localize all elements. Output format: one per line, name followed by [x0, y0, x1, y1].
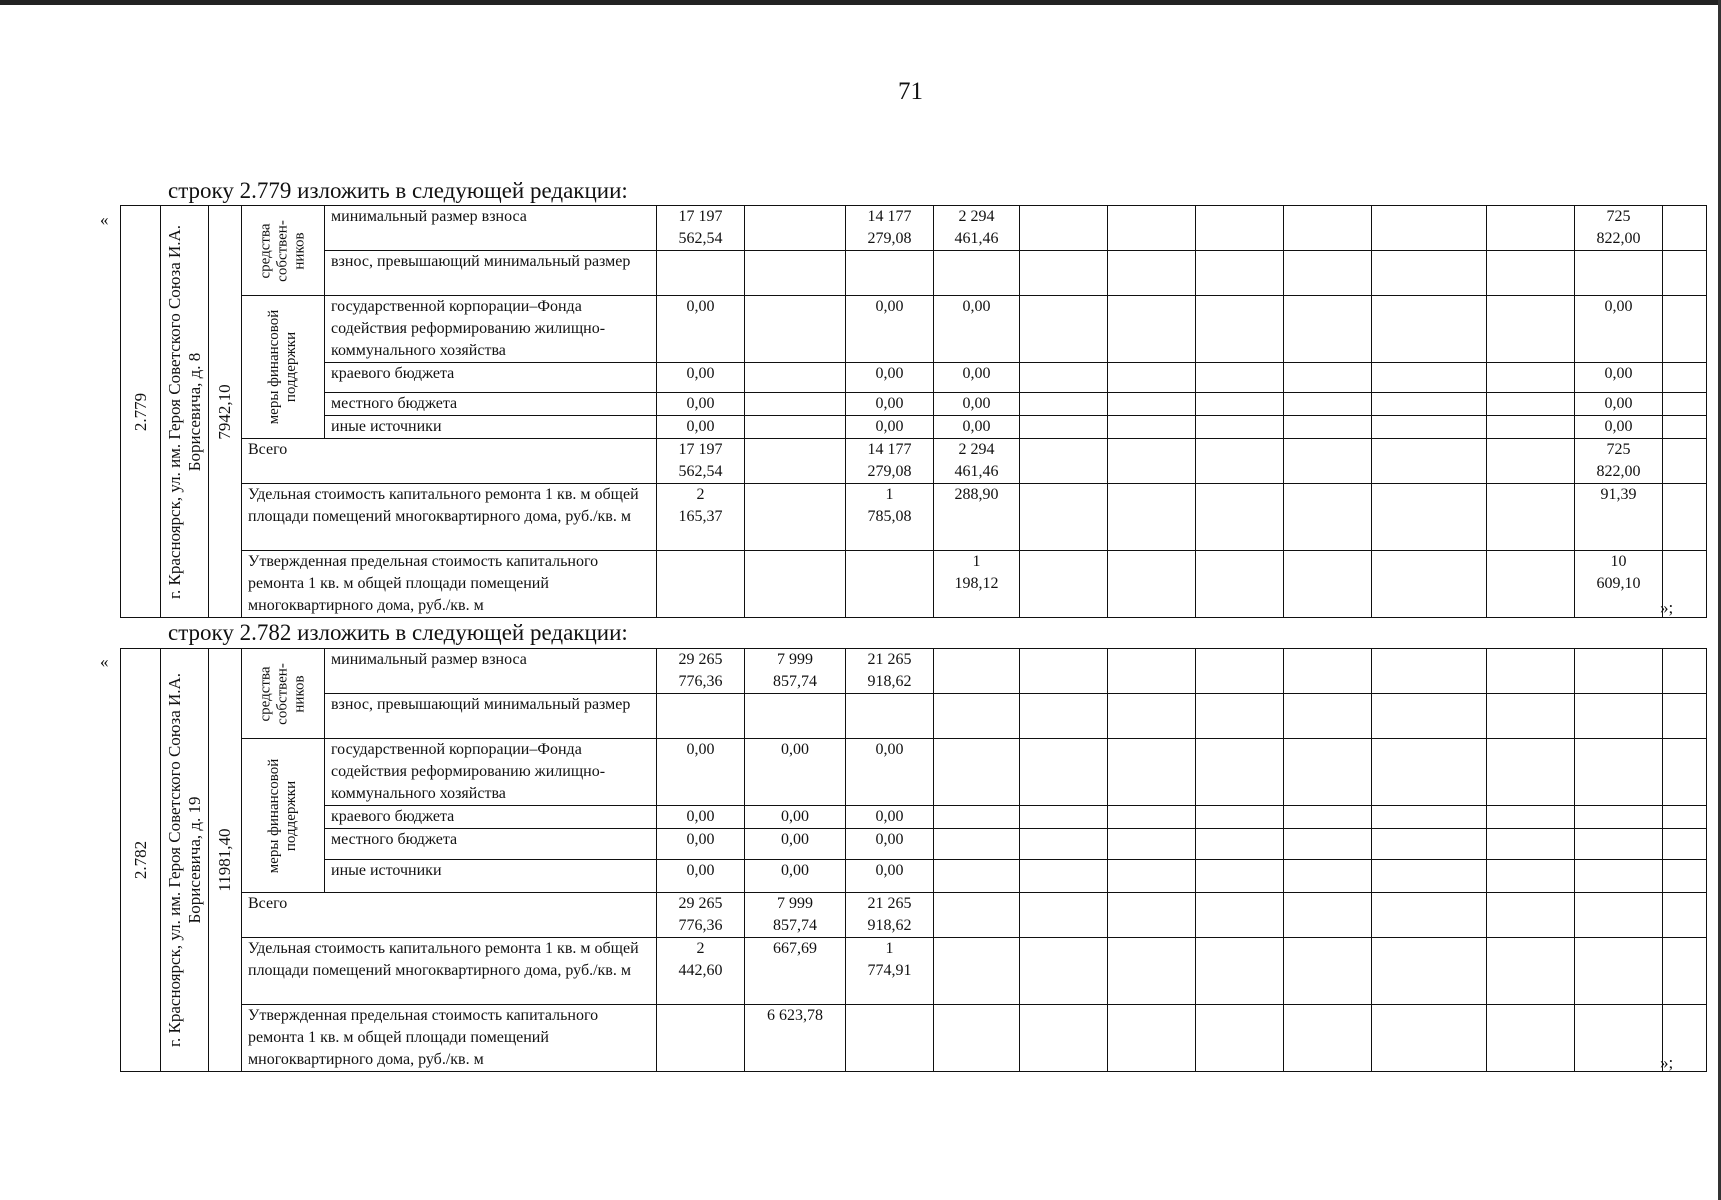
- cell-value: 0,00: [657, 860, 745, 893]
- group-support-line2: поддержки: [283, 331, 299, 403]
- empty-cell: [1108, 206, 1196, 251]
- value-part: 10: [1610, 553, 1627, 570]
- table-row: [121, 649, 1707, 694]
- row-label: государственной корпорации–Фонда содействия реформированию жилищно-коммунального хозяйства: [325, 739, 657, 806]
- cell-value: [1575, 206, 1663, 251]
- value-part: 29 265: [678, 895, 723, 912]
- row-label: Всего: [242, 439, 657, 484]
- table-row: [121, 694, 1707, 739]
- section-caption-2782: строку 2.782 изложить в следующей редакции:: [168, 620, 628, 645]
- row-number: 2.779: [130, 392, 150, 431]
- cell-value: [657, 439, 745, 484]
- value-part: 17 197: [678, 441, 723, 458]
- empty-cell: [1196, 206, 1284, 251]
- table-row: [121, 416, 1707, 439]
- cell-value: [846, 206, 934, 251]
- empty-cell: [1663, 206, 1707, 251]
- close-quote: »;: [1660, 1053, 1674, 1072]
- row-label: Утвержденная предельная стоимость капитального ремонта 1 кв. м общей площади помещений многоквартирного дома, руб./кв. м: [242, 1005, 657, 1072]
- table-row: [121, 206, 1707, 251]
- value-part: 776,36: [678, 917, 723, 934]
- row-label: взнос, превышающий минимальный размер: [325, 251, 657, 296]
- cell-value: [934, 206, 1020, 251]
- close-quote: »;: [1660, 598, 1674, 617]
- cell-value: [1575, 551, 1663, 618]
- group-own-line3: ников: [291, 231, 308, 270]
- cell-value: 0,00: [846, 739, 934, 806]
- cell-value: 6 623,78: [745, 1005, 846, 1072]
- table-row: [121, 484, 1707, 551]
- value-part: 1: [885, 940, 894, 957]
- group-support-line1: меры финансовой: [266, 758, 282, 873]
- cell-value: [846, 649, 934, 694]
- cell-value: 667,69: [745, 938, 846, 1005]
- value-part: 17 197: [678, 208, 723, 225]
- value-part: 279,08: [867, 230, 912, 247]
- table-row: [121, 551, 1707, 618]
- cell-value: 0,00: [657, 416, 745, 439]
- row-number-cell: [121, 206, 161, 618]
- row-label: иные источники: [325, 416, 657, 439]
- area-value: 11981,40: [215, 828, 234, 892]
- table-row-2782: [120, 648, 1707, 1072]
- value-part: 7 999: [777, 895, 813, 912]
- cell-value: 0,00: [846, 806, 934, 829]
- row-label: минимальный размер взноса: [325, 206, 657, 251]
- cell-value: [745, 649, 846, 694]
- cell-value: 0,00: [1575, 296, 1663, 363]
- value-part: 918,62: [867, 673, 912, 690]
- value-part: 198,12: [954, 575, 999, 592]
- cell-value: 0,00: [745, 739, 846, 806]
- cell-value: 0,00: [657, 296, 745, 363]
- value-part: 725: [1606, 208, 1631, 225]
- row-number-cell: [121, 649, 161, 1072]
- value-part: 1: [885, 486, 894, 503]
- cell-value: [846, 484, 934, 551]
- row-number: 2.782: [130, 840, 150, 880]
- group-own-line1: средства: [257, 666, 274, 722]
- cell-value: 0,00: [846, 416, 934, 439]
- cell-value: 0,00: [846, 296, 934, 363]
- cell-value: 0,00: [1575, 393, 1663, 416]
- row-label: местного бюджета: [325, 829, 657, 860]
- cell-value: [846, 938, 934, 1005]
- row-label: Утвержденная предельная стоимость капитального ремонта 1 кв. м общей площади помещений многоквартирного дома, руб./кв. м: [242, 551, 657, 618]
- row-label: краевого бюджета: [325, 806, 657, 829]
- area-cell: [209, 649, 242, 1072]
- value-part: 725: [1606, 441, 1631, 458]
- cell-value: [846, 439, 934, 484]
- cell-value: [846, 893, 934, 938]
- value-part: 21 265: [867, 651, 912, 668]
- value-part: 21 265: [867, 895, 912, 912]
- value-part: 442,60: [678, 962, 723, 979]
- table-row: [121, 1005, 1707, 1072]
- table-row: [121, 860, 1707, 893]
- value-part: 774,91: [867, 962, 912, 979]
- cell-value: 0,00: [1575, 363, 1663, 393]
- cell-value: 0,00: [934, 363, 1020, 393]
- row-label: минимальный размер взноса: [325, 649, 657, 694]
- group-own-line2: собствен-: [274, 662, 291, 725]
- value-part: 857,74: [773, 673, 817, 690]
- group-own-funds: [242, 649, 325, 739]
- cell-value: 0,00: [745, 806, 846, 829]
- cell-value: 0,00: [934, 296, 1020, 363]
- cell-value: 0,00: [934, 416, 1020, 439]
- table-row: [121, 251, 1707, 296]
- cell-value: [657, 484, 745, 551]
- cell-value: [934, 551, 1020, 618]
- table-row: [121, 938, 1707, 1005]
- table-row: [121, 739, 1707, 806]
- cell-value: 0,00: [745, 860, 846, 893]
- value-part: 461,46: [954, 463, 999, 480]
- area-cell: [209, 206, 242, 618]
- group-own-line3: ников: [291, 674, 308, 713]
- cell-value: 0,00: [846, 829, 934, 860]
- cell-value: 0,00: [846, 363, 934, 393]
- empty-cell: [1284, 206, 1372, 251]
- group-support-line2: поддержки: [283, 780, 299, 851]
- page-top-border: [0, 0, 1721, 5]
- row-label: иные источники: [325, 860, 657, 893]
- cell-value: 91,39: [1575, 484, 1663, 551]
- group-financial-support: [242, 739, 325, 893]
- value-part: 918,62: [867, 917, 912, 934]
- value-part: 776,36: [678, 673, 723, 690]
- cell-value: 0,00: [657, 829, 745, 860]
- empty-cell: [1020, 206, 1108, 251]
- value-part: 1: [972, 553, 981, 570]
- value-part: 461,46: [954, 230, 999, 247]
- empty-cell: [1372, 206, 1487, 251]
- value-part: 562,54: [678, 230, 723, 247]
- cell-value: [745, 893, 846, 938]
- group-support-line1: меры финансовой: [266, 309, 282, 425]
- address-line2: Борисевича, д. 19: [184, 796, 204, 924]
- value-part: 562,54: [678, 463, 723, 480]
- table-row: [121, 393, 1707, 416]
- address-line1: г. Красноярск, ул. им. Героя Советского Союза И.А.: [164, 224, 184, 599]
- row-label: государственной корпорации–Фонда содействия реформированию жилищно-коммунального хозяйства: [325, 296, 657, 363]
- address-line1: г. Красноярск, ул. им. Героя Советского Союза И.А.: [164, 672, 184, 1048]
- value-part: 165,37: [678, 508, 723, 525]
- address-cell: [161, 649, 209, 1072]
- row-label: взнос, превышающий минимальный размер: [325, 694, 657, 739]
- row-label: краевого бюджета: [325, 363, 657, 393]
- cell-value: 0,00: [657, 363, 745, 393]
- cell-value: 0,00: [934, 393, 1020, 416]
- cell-value: [934, 439, 1020, 484]
- table-row: [121, 829, 1707, 860]
- address-cell: [161, 206, 209, 618]
- value-part: 785,08: [867, 508, 912, 525]
- row-label: местного бюджета: [325, 393, 657, 416]
- table-row: [121, 296, 1707, 363]
- value-part: 29 265: [678, 651, 723, 668]
- cell-value: [657, 938, 745, 1005]
- open-quote: «: [100, 210, 109, 229]
- cell-value: 0,00: [1575, 416, 1663, 439]
- page-number: 71: [898, 78, 923, 105]
- cell-value: 0,00: [657, 739, 745, 806]
- cell-value: [657, 649, 745, 694]
- open-quote: «: [100, 652, 109, 671]
- cell-value: [657, 206, 745, 251]
- cell-value: [1575, 439, 1663, 484]
- value-part: 857,74: [773, 917, 817, 934]
- cell-value: 0,00: [745, 829, 846, 860]
- value-part: 609,10: [1596, 575, 1641, 592]
- cell-value: 0,00: [657, 393, 745, 416]
- area-value: 7942,10: [215, 383, 234, 440]
- cell-value: [657, 893, 745, 938]
- cell-value: 0,00: [846, 860, 934, 893]
- cell-value: 0,00: [657, 806, 745, 829]
- section-caption-2779: строку 2.779 изложить в следующей редакции:: [168, 178, 628, 203]
- row-label: Удельная стоимость капитального ремонта 1 кв. м общей площади помещений многоквартирного дома, руб./кв. м: [242, 484, 657, 551]
- value-part: 2: [696, 486, 705, 503]
- value-part: 822,00: [1596, 230, 1641, 247]
- group-own-line2: собствен-: [274, 219, 291, 282]
- group-own-line1: средства: [257, 223, 274, 279]
- row-label: Всего: [242, 893, 657, 938]
- table-row-2779: [120, 205, 1707, 618]
- value-part: 822,00: [1596, 463, 1641, 480]
- table-row: [121, 806, 1707, 829]
- value-part: 2 294: [958, 208, 995, 225]
- cell-value: 288,90: [934, 484, 1020, 551]
- value-part: 14 177: [867, 208, 912, 225]
- group-financial-support: [242, 296, 325, 439]
- table-row: [121, 439, 1707, 484]
- value-part: 2: [696, 940, 705, 957]
- value-part: 14 177: [867, 441, 912, 458]
- address-line2: Борисевича, д. 8: [184, 352, 204, 471]
- value-part: 7 999: [777, 651, 813, 668]
- table-row: [121, 893, 1707, 938]
- empty-cell: [745, 206, 846, 251]
- cell-value: 0,00: [846, 393, 934, 416]
- value-part: 2 294: [958, 441, 995, 458]
- group-own-funds: [242, 206, 325, 296]
- row-label: Удельная стоимость капитального ремонта 1 кв. м общей площади помещений многоквартирного дома, руб./кв. м: [242, 938, 657, 1005]
- empty-cell: [1487, 206, 1575, 251]
- value-part: 279,08: [867, 463, 912, 480]
- table-row: [121, 363, 1707, 393]
